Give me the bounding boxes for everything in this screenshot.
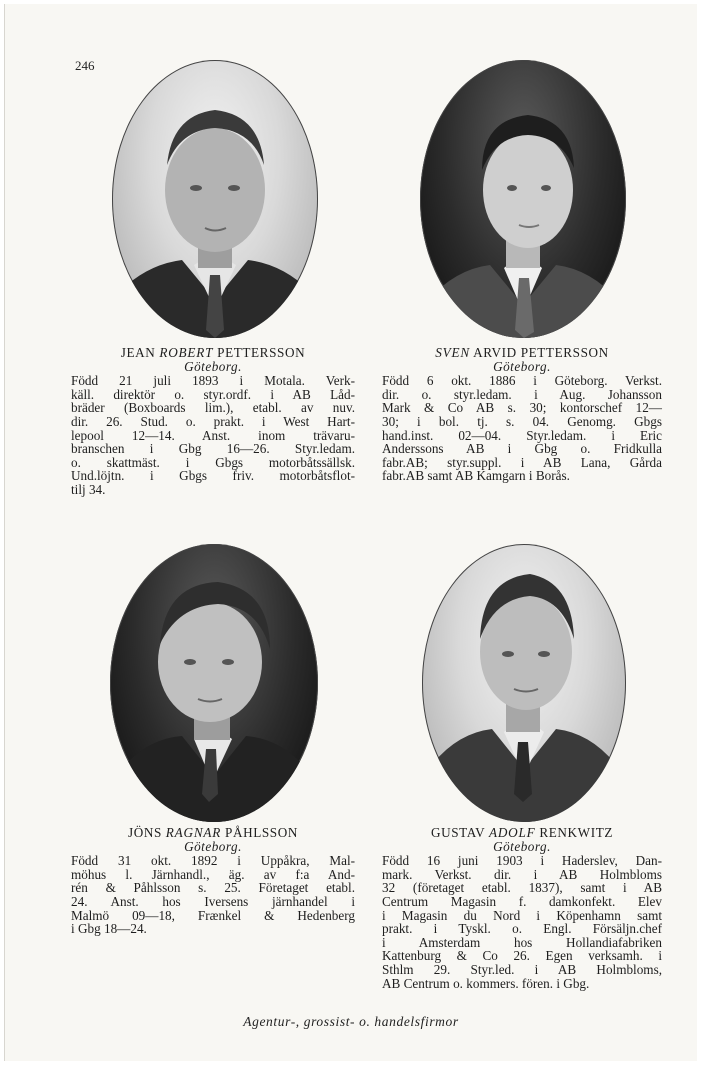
portrait-photo xyxy=(112,60,318,338)
portrait-photo xyxy=(420,60,626,338)
running-footer: Agentur-, grossist- o. handelsfirmor xyxy=(243,1014,459,1029)
bio-line: 24. Anst. hos Iversens järnhandel i xyxy=(71,893,355,909)
bio-line: Född 21 juli 1893 i Motala. Verk- xyxy=(71,373,355,389)
bio-line: dir. o. styr.ledam. i Aug. Johansson xyxy=(382,386,662,402)
biography-entry xyxy=(382,346,662,483)
bio-line: prakt. i Tyskl. o. Engl. Försäljn.chef xyxy=(382,921,662,937)
bio-line: Mark & Co AB s. 30; kontorschef 12— xyxy=(382,400,662,416)
bio-line: Född 16 juni 1903 i Haderslev, Dan- xyxy=(382,853,662,869)
bio-line: lepool 12—14. Anst. inom trävaru- xyxy=(71,427,355,443)
bio-line: tilj 34. xyxy=(71,481,106,497)
biography-entry xyxy=(71,346,355,497)
portrait-figure xyxy=(110,544,318,822)
bio-line: bräder (Boxboards lim.), etabl. av nuv. xyxy=(71,400,355,416)
bio-line: Centrum Magasin f. damkonfekt. Elev xyxy=(382,893,662,909)
bio-line: Malmö 09—18, Frænkel & Hedenberg xyxy=(71,907,355,923)
portrait-figure xyxy=(422,544,626,822)
bio-line: rén & Påhlsson s. 25. Företaget etabl. xyxy=(71,880,355,896)
portrait-photo xyxy=(422,544,626,822)
bio-line: Kattenburg & Co 26. Egen verksamh. i xyxy=(382,948,662,964)
portrait-figure xyxy=(420,60,626,338)
book-page xyxy=(4,4,697,1061)
bio-line: i Gbg 18—24. xyxy=(71,921,147,937)
bio-line: Född 6 okt. 1886 i Göteborg. Verkst. xyxy=(382,373,662,389)
bio-line: 32 (företaget etabl. 1837), samt i AB xyxy=(382,880,662,896)
city: Göteborg. xyxy=(493,358,551,374)
bio-line: möhus l. Järnhandl., äg. av f:a And- xyxy=(71,866,355,882)
bio-line: hand.inst. 02—04. Styr.ledam. i Eric xyxy=(382,427,662,443)
bio-line: fabr.AB; styr.suppl. i AB Lana, Gårda xyxy=(382,454,662,470)
bio-line: mark. Verkst. dir. i AB Holmbloms xyxy=(382,866,662,882)
bio-line: AB Centrum o. kommers. fören. i Gbg. xyxy=(382,975,590,991)
city: Göteborg. xyxy=(184,358,242,374)
bio-line: Anderssons AB i Gbg o. Fridkulla xyxy=(382,441,662,457)
bio-line: dir. 26. Stud. o. prakt. i West Hart- xyxy=(71,413,355,429)
portrait-photo xyxy=(110,544,318,822)
bio-line: i Magasin du Nord i Köpenhamn samt xyxy=(382,907,662,923)
page-number: 246 xyxy=(75,58,95,73)
portrait-figure xyxy=(112,60,318,338)
bio-line: branschen i Gbg 16—26. Styr.ledam. xyxy=(71,441,355,457)
bio-line: Född 31 okt. 1892 i Uppåkra, Mal- xyxy=(71,853,355,869)
bio-line: Sthlm 29. Styr.led. i AB Holmbloms, xyxy=(382,961,662,977)
bio-line: o. skattmäst. i Gbgs motorbåtssällsk. xyxy=(71,454,355,470)
biography-entry xyxy=(382,826,662,990)
person-name: JÖNS RAGNAR PÅHLSSON xyxy=(127,825,298,840)
bio-line: 30; i bol. tj. s. 04. Genomg. Gbgs xyxy=(382,413,662,429)
bio-line: käll. direktör o. styr.ordf. i AB Låd- xyxy=(71,386,355,402)
bio-line: i Amsterdam hos Hollandiafabriken xyxy=(382,934,662,950)
person-name: SVEN ARVID PETTERSSON xyxy=(435,345,609,360)
bio-line: fabr.AB samt AB Kamgarn i Borås. xyxy=(382,468,570,484)
person-name: GUSTAV ADOLF RENKWITZ xyxy=(430,825,614,840)
biography-entry xyxy=(71,826,355,936)
city: Göteborg. xyxy=(184,838,242,854)
bio-line: Und.löjtn. i Gbgs friv. motorbåtsflot- xyxy=(71,468,355,484)
person-name: JEAN ROBERT PETTERSSON xyxy=(120,345,306,360)
city: Göteborg. xyxy=(493,838,551,854)
